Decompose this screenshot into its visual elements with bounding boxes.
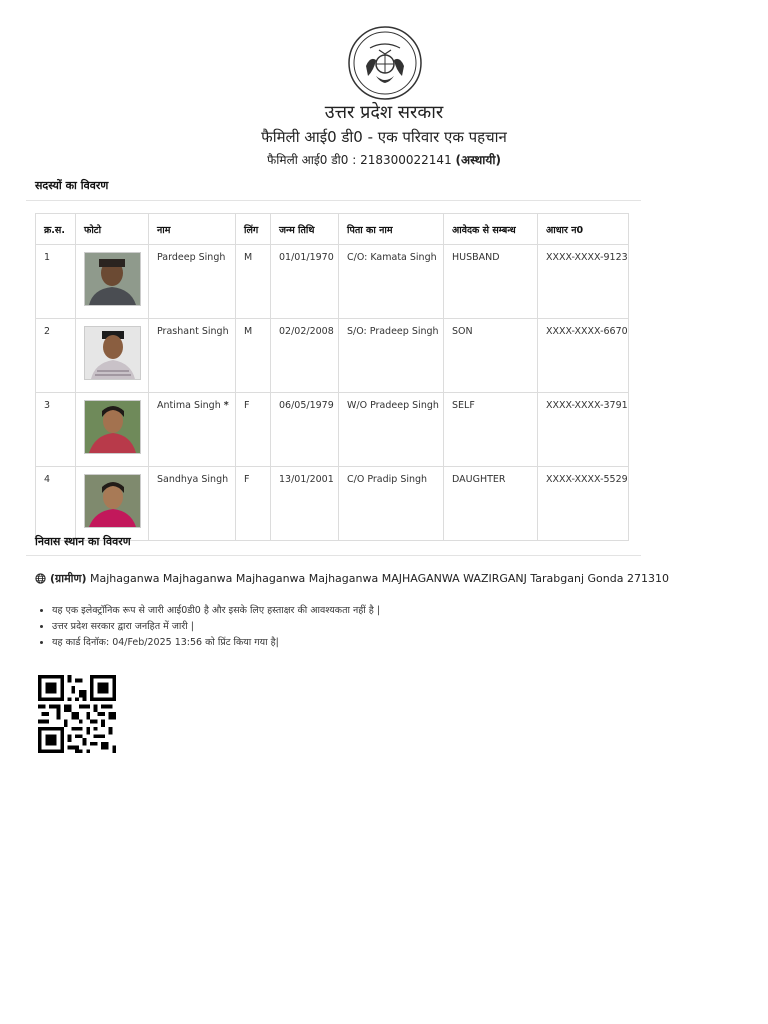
area-type: (ग्रामीण)	[50, 572, 87, 585]
cell-relation: SON	[444, 319, 538, 393]
government-seal	[346, 26, 424, 100]
cell-sno: 4	[36, 467, 76, 541]
cell-name	[149, 393, 236, 467]
member-name: Antima Singh	[157, 400, 221, 411]
cell-aadhaar: XXXX-XXXX-6670	[538, 319, 629, 393]
col-header-dob: जन्म तिथि	[271, 214, 339, 245]
col-header-gender: लिंग	[236, 214, 271, 245]
family-id	[0, 151, 768, 168]
cell-photo	[76, 467, 149, 541]
note-item: • यह कार्ड दिनॉक: 04/Feb/2025 13:56 को प्रिंट किया गया है|	[52, 635, 380, 651]
member-photo	[84, 252, 141, 306]
family-id-status: (अस्थायी)	[455, 153, 501, 167]
cell-gender: M	[236, 319, 271, 393]
page-subtitle: फैमिली आई0 डी0 - एक परिवार एक पहचान	[261, 128, 507, 146]
cell-name: Sandhya Singh	[149, 467, 236, 541]
table-row	[36, 245, 629, 319]
applicant-marker: *	[223, 400, 229, 411]
col-header-sno: क्र.स.	[36, 214, 76, 245]
residence-heading: निवास स्थान का विवरण	[35, 535, 131, 548]
cell-gender: M	[236, 245, 271, 319]
globe-icon	[35, 573, 46, 584]
cell-dob: 01/01/1970	[271, 245, 339, 319]
cell-relation: DAUGHTER	[444, 467, 538, 541]
notes-list	[38, 603, 380, 651]
cell-father: C/O Pradip Singh	[339, 467, 444, 541]
note-item: • उत्तर प्रदेश सरकार द्वारा जनहित में जारी |	[52, 619, 380, 635]
cell-aadhaar: XXXX-XXXX-5529	[538, 467, 629, 541]
cell-photo	[76, 245, 149, 319]
cell-photo	[76, 393, 149, 467]
members-heading: सदस्यों का विवरण	[35, 179, 109, 192]
col-header-aadhaar: आधार न0	[538, 214, 629, 245]
col-header-photo: फोटो	[76, 214, 149, 245]
table-header-row	[36, 214, 629, 245]
cell-aadhaar: XXXX-XXXX-3791	[538, 393, 629, 467]
col-header-name: नाम	[149, 214, 236, 245]
member-photo	[84, 474, 141, 528]
cell-father: C/O: Kamata Singh	[339, 245, 444, 319]
member-photo	[84, 400, 141, 454]
cell-name: Prashant Singh	[149, 319, 236, 393]
address-text: Majhaganwa Majhaganwa Majhaganwa Majhaganwa MAJHAGANWA WAZIRGANJ Tarabganj Gonda 271310	[90, 572, 669, 585]
page-title: उत्तर प्रदेश सरकार	[324, 102, 444, 123]
col-header-relation: आवेदक से सम्बन्ध	[444, 214, 538, 245]
cell-gender: F	[236, 467, 271, 541]
table-row	[36, 319, 629, 393]
cell-sno: 2	[36, 319, 76, 393]
cell-sno: 1	[36, 245, 76, 319]
cell-photo	[76, 319, 149, 393]
cell-aadhaar: XXXX-XXXX-9123	[538, 245, 629, 319]
cell-relation: HUSBAND	[444, 245, 538, 319]
cell-relation: SELF	[444, 393, 538, 467]
cell-gender: F	[236, 393, 271, 467]
cell-father: S/O: Pradeep Singh	[339, 319, 444, 393]
divider	[26, 200, 641, 201]
qr-code	[36, 675, 118, 753]
cell-father: W/O Pradeep Singh	[339, 393, 444, 467]
table-row	[36, 467, 629, 541]
cell-sno: 3	[36, 393, 76, 467]
member-photo	[84, 326, 141, 380]
cell-dob: 02/02/2008	[271, 319, 339, 393]
cell-name: Pardeep Singh	[149, 245, 236, 319]
cell-dob: 06/05/1979	[271, 393, 339, 467]
table-row	[36, 393, 629, 467]
col-header-father: पिता का नाम	[339, 214, 444, 245]
members-table	[35, 213, 629, 541]
family-id-label: फैमिली आई0 डी0 : 218300022141	[267, 153, 452, 167]
note-item: • यह एक इलेक्ट्रॉनिक रूप से जारी आई0डी0 है और इसके लिए हस्ताक्षर की आवश्यकता नहीं है |	[52, 603, 380, 619]
cell-dob: 13/01/2001	[271, 467, 339, 541]
address-line	[35, 571, 669, 586]
divider	[26, 555, 641, 556]
